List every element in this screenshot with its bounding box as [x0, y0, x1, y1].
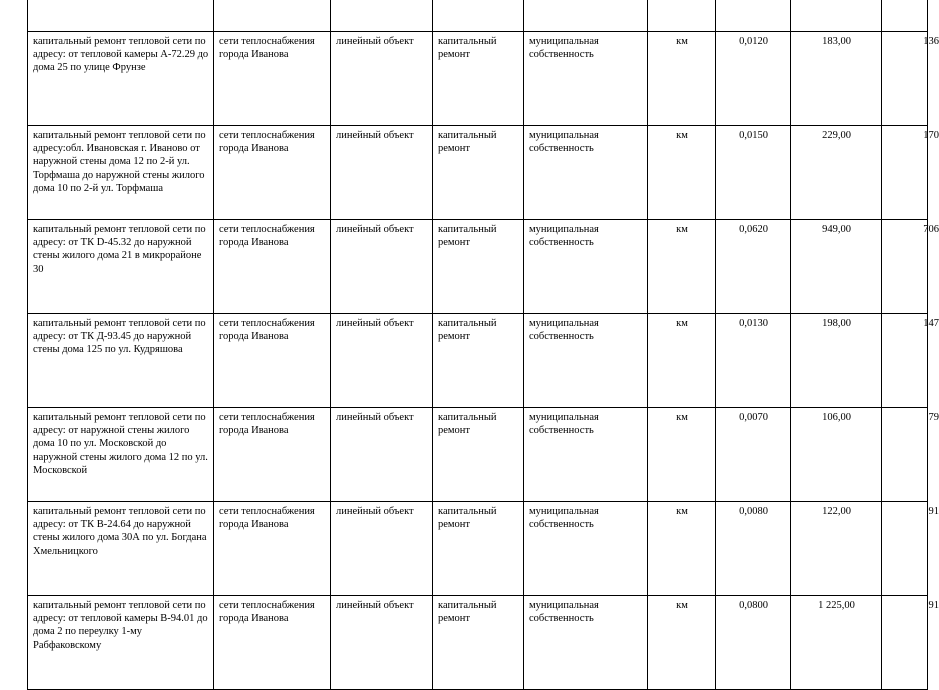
cell-last-value: 706	[923, 223, 939, 236]
cell-unit: км	[648, 220, 716, 314]
cell-unit: км	[648, 408, 716, 502]
capital-repair-table	[27, 0, 928, 690]
cell-object-name: капитальный ремонт тепловой сети по адресу: от ТК D-45.32 до наружной стены жилого дома 21 в микрорайоне 30	[28, 220, 214, 314]
cell-object-type: линейный объект	[331, 220, 433, 314]
table-row	[28, 126, 928, 220]
cell-network: сети теплоснабжения города Иванова	[214, 220, 331, 314]
table-cell	[331, 0, 433, 32]
cell-last-value: 91	[929, 599, 939, 612]
cell-object-name: капитальный ремонт тепловой сети по адресу: от тепловой камеры В-94.01 до дома 2 по переулку 1-му Рабфаковскому	[28, 596, 214, 690]
table-cell	[791, 0, 882, 32]
cell-unit: км	[648, 126, 716, 220]
table-cell	[882, 0, 928, 32]
cell-work-type: капитальный ремонт	[433, 596, 524, 690]
table-body	[28, 0, 928, 690]
table-cell	[648, 0, 716, 32]
cell-last	[882, 408, 928, 502]
cell-last-value: 136	[923, 35, 939, 48]
cell-last	[882, 314, 928, 408]
cell-length: 0,0120	[716, 32, 791, 126]
cell-last-value: 91	[929, 505, 939, 518]
cell-last-value: 170	[923, 129, 939, 142]
cell-object-type: линейный объект	[331, 314, 433, 408]
cell-object-type: линейный объект	[331, 408, 433, 502]
table-cell	[28, 0, 214, 32]
cell-work-type: капитальный ремонт	[433, 314, 524, 408]
cell-last	[882, 502, 928, 596]
table-row	[28, 408, 928, 502]
cell-length: 0,0800	[716, 596, 791, 690]
cell-object-type: линейный объект	[331, 596, 433, 690]
cell-length: 0,0620	[716, 220, 791, 314]
cell-network: сети теплоснабжения города Иванова	[214, 32, 331, 126]
cell-network: сети теплоснабжения города Иванова	[214, 596, 331, 690]
table-row	[28, 314, 928, 408]
cell-ownership: муниципальная собственность	[524, 126, 648, 220]
cell-work-type: капитальный ремонт	[433, 220, 524, 314]
cell-object-name: капитальный ремонт тепловой сети по адресу: от наружной стены жилого дома 10 по ул. Московской до наружной стены жилого дома 12 по ул. Московской	[28, 408, 214, 502]
table-cell	[524, 0, 648, 32]
cell-ownership: муниципальная собственность	[524, 408, 648, 502]
cell-diameter: 122,00	[791, 502, 882, 596]
cell-unit: км	[648, 314, 716, 408]
cell-object-name: капитальный ремонт тепловой сети по адресу: от ТК Д-93.45 до наружной стены дома 125 по ул. Кудряшова	[28, 314, 214, 408]
cell-work-type: капитальный ремонт	[433, 126, 524, 220]
cell-work-type: капитальный ремонт	[433, 408, 524, 502]
table-cell	[433, 0, 524, 32]
cell-last	[882, 596, 928, 690]
cell-diameter: 1 225,00	[791, 596, 882, 690]
cell-last-value: 147	[923, 317, 939, 330]
table-row	[28, 32, 928, 126]
cell-unit: км	[648, 32, 716, 126]
cell-object-name: капитальный ремонт тепловой сети по адресу:обл. Ивановская г. Иваново от наружной стены дома 12 по 2-й ул. Торфмаша до наружной стены жилого дома 10 по 2-й ул. Торфмаша	[28, 126, 214, 220]
cell-object-name: капитальный ремонт тепловой сети по адресу: от тепловой камеры А-72.29 до дома 25 по улице Фрунзе	[28, 32, 214, 126]
cell-length: 0,0070	[716, 408, 791, 502]
cell-ownership: муниципальная собственность	[524, 32, 648, 126]
cell-length: 0,0080	[716, 502, 791, 596]
table-row	[28, 220, 928, 314]
cell-network: сети теплоснабжения города Иванова	[214, 126, 331, 220]
cell-object-type: линейный объект	[331, 502, 433, 596]
cell-length: 0,0150	[716, 126, 791, 220]
cell-ownership: муниципальная собственность	[524, 314, 648, 408]
cell-last	[882, 32, 928, 126]
table-cell	[716, 0, 791, 32]
table-row	[28, 596, 928, 690]
cell-diameter: 949,00	[791, 220, 882, 314]
cell-ownership: муниципальная собственность	[524, 220, 648, 314]
cell-ownership: муниципальная собственность	[524, 596, 648, 690]
cell-unit: км	[648, 596, 716, 690]
cell-last	[882, 220, 928, 314]
cell-object-name: капитальный ремонт тепловой сети по адресу: от ТК В-24.64 до наружной стены жилого дома 30А по ул. Богдана Хмельницкого	[28, 502, 214, 596]
table-row	[28, 502, 928, 596]
cell-network: сети теплоснабжения города Иванова	[214, 408, 331, 502]
cell-ownership: муниципальная собственность	[524, 502, 648, 596]
cell-work-type: капитальный ремонт	[433, 502, 524, 596]
cell-diameter: 198,00	[791, 314, 882, 408]
cell-work-type: капитальный ремонт	[433, 32, 524, 126]
cell-last	[882, 126, 928, 220]
cell-diameter: 106,00	[791, 408, 882, 502]
cell-length: 0,0130	[716, 314, 791, 408]
cell-network: сети теплоснабжения города Иванова	[214, 502, 331, 596]
cell-diameter: 229,00	[791, 126, 882, 220]
cell-unit: км	[648, 502, 716, 596]
cell-object-type: линейный объект	[331, 32, 433, 126]
cell-last-value: 79	[929, 411, 939, 424]
table-cell	[214, 0, 331, 32]
cell-diameter: 183,00	[791, 32, 882, 126]
cell-object-type: линейный объект	[331, 126, 433, 220]
cell-network: сети теплоснабжения города Иванова	[214, 314, 331, 408]
table-row-cut-top	[28, 0, 928, 32]
